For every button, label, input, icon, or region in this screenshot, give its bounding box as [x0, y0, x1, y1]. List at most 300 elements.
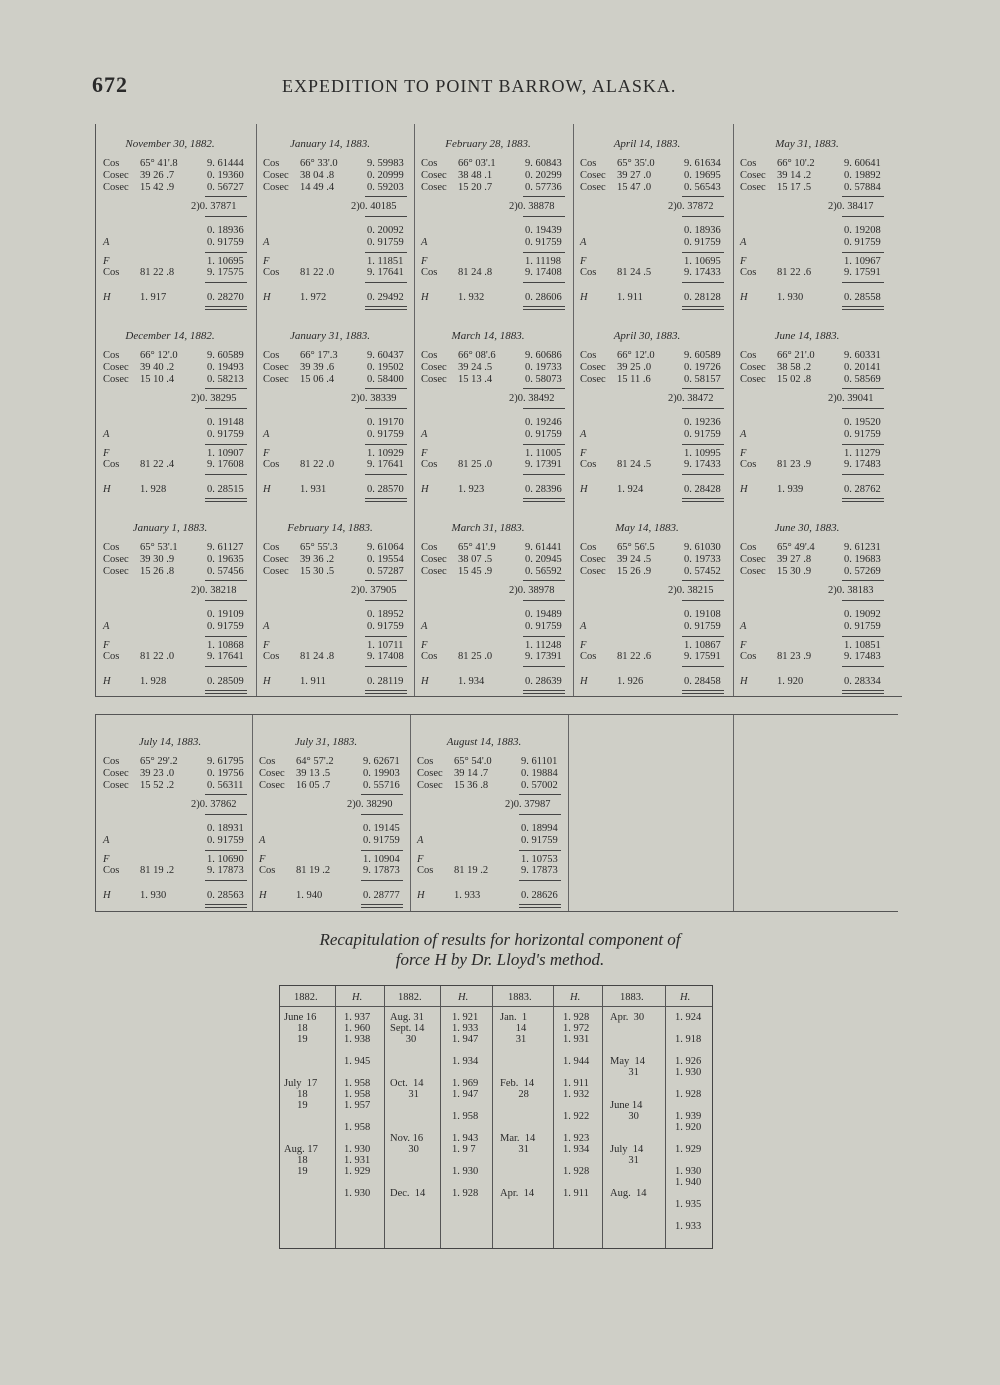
- half-value: 0. 19109: [207, 609, 244, 620]
- recap-dates-col-2: Aug. 31 Sept. 14 30 Oct. 14 31 Nov. 16 30 Dec. 14: [390, 1012, 426, 1199]
- half-value: 0. 18936: [207, 225, 244, 236]
- f-label: F: [263, 256, 270, 267]
- sum-rule: [365, 580, 407, 581]
- half-value: 0. 19208: [844, 225, 881, 236]
- h-label: H: [259, 890, 267, 901]
- block-date: January 14, 1883.: [289, 138, 371, 150]
- half-value: 0. 19439: [525, 225, 562, 236]
- h-label: H: [580, 292, 588, 303]
- cos-value: 9. 17433: [684, 267, 721, 278]
- a-value: 0. 91759: [684, 429, 721, 440]
- angle-value: 15 10 .4: [140, 374, 175, 385]
- computation-block: [413, 128, 573, 316]
- rule: [365, 474, 407, 475]
- h-result: 1. 940: [296, 890, 323, 901]
- a-value: 0. 91759: [367, 621, 404, 632]
- angle-value: 65° 55'.3: [300, 542, 338, 553]
- header-rule: [280, 1006, 712, 1007]
- half-sum-value: 2)0. 37905: [351, 585, 397, 596]
- function-label: Cosec: [580, 170, 606, 181]
- cos-value: 9. 17575: [207, 267, 244, 278]
- computation-block: [95, 128, 255, 316]
- angle-value: 39 36 .2: [300, 554, 335, 565]
- sum-rule: [205, 388, 247, 389]
- h-result: 1. 930: [140, 890, 167, 901]
- recap-header-year: 1882.: [398, 992, 422, 1003]
- f-value: 1. 10995: [684, 448, 721, 459]
- cos-angle: 81 19 .2: [296, 865, 331, 876]
- rule: [205, 408, 247, 409]
- log-value: 9. 61064: [367, 542, 404, 553]
- angle-value: 66° 08'.6: [458, 350, 496, 361]
- double-rule: [365, 690, 407, 694]
- rule: [682, 408, 724, 409]
- cos-value: 9. 17641: [207, 651, 244, 662]
- double-rule: [682, 306, 724, 310]
- function-label: Cos: [263, 158, 280, 169]
- h-log-value: 0. 28396: [525, 484, 562, 495]
- half-sum-value: 2)0. 37862: [191, 799, 237, 810]
- rule: [205, 666, 247, 667]
- double-rule: [842, 498, 884, 502]
- rule: [682, 600, 724, 601]
- angle-value: 66° 12'.0: [617, 350, 655, 361]
- f-value: 1. 10929: [367, 448, 404, 459]
- half-sum-value: 2)0. 38215: [668, 585, 714, 596]
- cos-angle: 81 22 .6: [777, 267, 812, 278]
- block-date: November 30, 1882.: [125, 138, 215, 150]
- recap-header-h: H.: [570, 992, 581, 1003]
- cos-label: Cos: [740, 267, 757, 278]
- a-value: 0. 91759: [367, 429, 404, 440]
- recap-header-h: H.: [352, 992, 363, 1003]
- angle-value: 64° 57'.2: [296, 756, 334, 767]
- log-value: 0. 56543: [684, 182, 721, 193]
- cos-label: Cos: [421, 267, 438, 278]
- half-sum-value: 2)0. 38978: [509, 585, 555, 596]
- h-label: H: [740, 484, 748, 495]
- h-label: H: [740, 676, 748, 687]
- rule: [523, 408, 565, 409]
- rule: [361, 850, 403, 851]
- angle-value: 38 04 .8: [300, 170, 335, 181]
- function-label: Cosec: [263, 170, 289, 181]
- angle-value: 14 49 .4: [300, 182, 335, 193]
- f-value: 1. 11248: [525, 640, 562, 651]
- log-value: 9. 61795: [207, 756, 244, 767]
- block-date: April 30, 1883.: [613, 330, 681, 342]
- angle-value: 39 14 .2: [777, 170, 812, 181]
- cos-angle: 81 22 .8: [140, 267, 175, 278]
- rule: [365, 636, 407, 637]
- rule: [205, 252, 247, 253]
- a-value: 0. 91759: [525, 429, 562, 440]
- h-log-value: 0. 28777: [363, 890, 400, 901]
- angle-value: 39 24 .5: [458, 362, 493, 373]
- computation-block: [732, 512, 892, 700]
- cos-label: Cos: [580, 651, 597, 662]
- h-result: 1. 928: [140, 484, 167, 495]
- angle-value: 38 48 .1: [458, 170, 493, 181]
- h-label: H: [421, 484, 429, 495]
- a-value: 0. 91759: [525, 237, 562, 248]
- a-label: A: [421, 621, 428, 632]
- function-label: Cosec: [580, 566, 606, 577]
- h-result: 1. 911: [300, 676, 326, 687]
- cos-label: Cos: [103, 865, 120, 876]
- cos-value: 9. 17391: [525, 651, 562, 662]
- rule: [523, 600, 565, 601]
- function-label: Cosec: [740, 362, 766, 373]
- function-label: Cosec: [421, 554, 447, 565]
- a-label: A: [580, 621, 587, 632]
- double-rule: [842, 306, 884, 310]
- angle-value: 15 30 .5: [300, 566, 335, 577]
- half-value: 0. 18994: [521, 823, 558, 834]
- a-value: 0. 91759: [684, 237, 721, 248]
- a-value: 0. 91759: [207, 237, 244, 248]
- angle-value: 39 13 .5: [296, 768, 331, 779]
- angle-value: 65° 53'.1: [140, 542, 178, 553]
- log-value: 0. 19756: [207, 768, 244, 779]
- computation-block: [572, 320, 732, 508]
- computation-block: [413, 320, 573, 508]
- half-sum-value: 2)0. 38295: [191, 393, 237, 404]
- function-label: Cosec: [580, 362, 606, 373]
- log-value: 0. 19554: [367, 554, 404, 565]
- block-date: July 14, 1883.: [138, 736, 202, 748]
- cos-angle: 81 23 .9: [777, 459, 812, 470]
- cos-label: Cos: [263, 459, 280, 470]
- h-log-value: 0. 28563: [207, 890, 244, 901]
- h-log-value: 0. 28128: [684, 292, 721, 303]
- angle-value: 66° 33'.0: [300, 158, 338, 169]
- half-value: 0. 18931: [207, 823, 244, 834]
- angle-value: 65° 56'.5: [617, 542, 655, 553]
- half-sum-value: 2)0. 37987: [505, 799, 551, 810]
- log-value: 0. 19892: [844, 170, 881, 181]
- rule: [523, 474, 565, 475]
- h-log-value: 0. 28334: [844, 676, 881, 687]
- log-value: 0. 55716: [363, 780, 400, 791]
- f-value: 1. 11198: [525, 256, 561, 267]
- cos-angle: 81 24 .5: [617, 267, 652, 278]
- log-value: 0. 57452: [684, 566, 721, 577]
- cos-value: 9. 17873: [521, 865, 558, 876]
- function-label: Cosec: [421, 374, 447, 385]
- a-label: A: [580, 237, 587, 248]
- rule: [842, 666, 884, 667]
- block-date: August 14, 1883.: [446, 736, 522, 748]
- cos-value: 9. 17483: [844, 459, 881, 470]
- half-value: 0. 19236: [684, 417, 721, 428]
- log-value: 9. 60589: [207, 350, 244, 361]
- function-label: Cos: [103, 350, 120, 361]
- function-label: Cosec: [421, 170, 447, 181]
- rule: [842, 474, 884, 475]
- f-value: 1. 10690: [207, 854, 244, 865]
- sum-rule: [365, 196, 407, 197]
- sum-rule: [682, 388, 724, 389]
- rule: [365, 408, 407, 409]
- a-value: 0. 91759: [844, 621, 881, 632]
- a-label: A: [417, 835, 424, 846]
- angle-value: 39 25 .0: [617, 362, 652, 373]
- function-label: Cosec: [740, 182, 766, 193]
- cos-value: 9. 17591: [684, 651, 721, 662]
- f-label: F: [580, 448, 587, 459]
- sum-rule: [523, 580, 565, 581]
- recap-table: [279, 985, 713, 1249]
- computation-block: [95, 512, 255, 700]
- rule: [365, 666, 407, 667]
- function-label: Cosec: [263, 182, 289, 193]
- double-rule: [842, 690, 884, 694]
- sum-rule: [842, 388, 884, 389]
- f-value: 1. 10868: [207, 640, 244, 651]
- f-label: F: [263, 448, 270, 459]
- rule: [682, 474, 724, 475]
- column-rule: [440, 986, 441, 1248]
- rule: [523, 252, 565, 253]
- half-sum-value: 2)0. 38183: [828, 585, 874, 596]
- cos-angle: 81 22 .0: [300, 267, 335, 278]
- angle-value: 39 14 .7: [454, 768, 489, 779]
- function-label: Cosec: [103, 554, 129, 565]
- block-date: May 14, 1883.: [615, 522, 679, 534]
- cos-angle: 81 24 .8: [300, 651, 335, 662]
- cos-label: Cos: [417, 865, 434, 876]
- double-rule: [519, 904, 561, 908]
- a-label: A: [740, 237, 747, 248]
- f-label: F: [103, 448, 110, 459]
- log-value: 9. 61444: [207, 158, 244, 169]
- h-result: 1. 911: [617, 292, 643, 303]
- angle-value: 15 30 .9: [777, 566, 812, 577]
- half-value: 0. 18936: [684, 225, 721, 236]
- a-label: A: [740, 429, 747, 440]
- log-value: 0. 20945: [525, 554, 562, 565]
- half-sum-value: 2)0. 37871: [191, 201, 237, 212]
- f-label: F: [417, 854, 424, 865]
- h-result: 1. 933: [454, 890, 481, 901]
- f-value: 1. 10695: [207, 256, 244, 267]
- log-value: 0. 57456: [207, 566, 244, 577]
- double-rule: [523, 306, 565, 310]
- double-rule: [523, 690, 565, 694]
- column-rule: [665, 986, 666, 1248]
- rule: [842, 408, 884, 409]
- cos-angle: 81 25 .0: [458, 459, 493, 470]
- function-label: Cosec: [263, 554, 289, 565]
- h-log-value: 0. 28762: [844, 484, 881, 495]
- half-value: 0. 19489: [525, 609, 562, 620]
- rule: [365, 252, 407, 253]
- h-log-value: 0. 28626: [521, 890, 558, 901]
- f-label: F: [580, 256, 587, 267]
- recap-title-line-2: force H by Dr. Lloyd's method.: [395, 950, 605, 969]
- log-value: 9. 60686: [525, 350, 562, 361]
- double-rule: [205, 306, 247, 310]
- log-value: 0. 56727: [207, 182, 244, 193]
- rule: [682, 252, 724, 253]
- h-log-value: 0. 29492: [367, 292, 404, 303]
- cos-value: 9. 17641: [367, 267, 404, 278]
- angle-value: 15 11 .6: [617, 374, 651, 385]
- h-label: H: [263, 484, 271, 495]
- log-value: 9. 61441: [525, 542, 562, 553]
- function-label: Cosec: [740, 566, 766, 577]
- cos-angle: 81 22 .4: [140, 459, 175, 470]
- recap-title: [200, 930, 800, 970]
- angle-value: 65° 54'.0: [454, 756, 492, 767]
- recap-header-year: 1882.: [294, 992, 318, 1003]
- angle-value: 39 39 .6: [300, 362, 335, 373]
- function-label: Cosec: [103, 170, 129, 181]
- cos-value: 9. 17608: [207, 459, 244, 470]
- h-log-value: 0. 28570: [367, 484, 404, 495]
- log-value: 0. 56592: [525, 566, 562, 577]
- function-label: Cosec: [259, 768, 285, 779]
- rule: [682, 282, 724, 283]
- angle-value: 15 20 .7: [458, 182, 493, 193]
- rule: [519, 814, 561, 815]
- a-value: 0. 91759: [367, 237, 404, 248]
- f-value: 1. 10753: [521, 854, 558, 865]
- angle-value: 65° 41'.8: [140, 158, 178, 169]
- a-value: 0. 91759: [363, 835, 400, 846]
- page-number: 672: [92, 72, 128, 97]
- rule: [523, 444, 565, 445]
- f-value: 1. 10904: [363, 854, 400, 865]
- rule: [842, 444, 884, 445]
- angle-value: 66° 10'.2: [777, 158, 815, 169]
- block-date: December 14, 1882.: [125, 330, 215, 342]
- half-sum-value: 2)0. 38290: [347, 799, 393, 810]
- f-value: 1. 10711: [367, 640, 404, 651]
- log-value: 0. 57736: [525, 182, 562, 193]
- a-value: 0. 91759: [844, 429, 881, 440]
- h-label: H: [263, 676, 271, 687]
- cos-label: Cos: [259, 865, 276, 876]
- h-log-value: 0. 28270: [207, 292, 244, 303]
- f-value: 1. 10907: [207, 448, 244, 459]
- function-label: Cosec: [421, 182, 447, 193]
- cos-label: Cos: [740, 651, 757, 662]
- cos-value: 9. 17433: [684, 459, 721, 470]
- function-label: Cosec: [421, 362, 447, 373]
- angle-value: 15 42 .9: [140, 182, 175, 193]
- f-label: F: [740, 640, 747, 651]
- log-value: 0. 58213: [207, 374, 244, 385]
- cos-angle: 81 22 .0: [140, 651, 175, 662]
- cos-angle: 81 25 .0: [458, 651, 493, 662]
- rule: [205, 850, 247, 851]
- a-label: A: [103, 835, 110, 846]
- f-label: F: [263, 640, 270, 651]
- half-value: 0. 19170: [367, 417, 404, 428]
- angle-value: 65° 41'.9: [458, 542, 496, 553]
- h-label: H: [421, 292, 429, 303]
- log-value: 0. 19733: [525, 362, 562, 373]
- function-label: Cos: [103, 542, 120, 553]
- sum-rule: [361, 794, 403, 795]
- computation-block: [255, 320, 415, 508]
- half-sum-value: 2)0. 40185: [351, 201, 397, 212]
- cos-value: 9. 17483: [844, 651, 881, 662]
- sum-rule: [842, 580, 884, 581]
- h-result: 1. 932: [458, 292, 485, 303]
- cos-label: Cos: [580, 267, 597, 278]
- recap-header-year: 1883.: [508, 992, 532, 1003]
- f-value: 1. 10851: [844, 640, 881, 651]
- rule: [205, 636, 247, 637]
- double-rule: [682, 498, 724, 502]
- column-rule: [492, 986, 493, 1248]
- rule: [842, 216, 884, 217]
- block-date: January 31, 1883.: [289, 330, 371, 342]
- a-value: 0. 91759: [207, 621, 244, 632]
- angle-value: 39 23 .0: [140, 768, 175, 779]
- cos-value: 9. 17873: [363, 865, 400, 876]
- f-label: F: [421, 640, 428, 651]
- angle-value: 66° 21'.0: [777, 350, 815, 361]
- log-value: 0. 57884: [844, 182, 881, 193]
- f-label: F: [740, 256, 747, 267]
- block-date: June 14, 1883.: [774, 330, 840, 342]
- angle-value: 39 27 .8: [777, 554, 812, 565]
- sum-rule: [365, 388, 407, 389]
- f-value: 1. 11279: [844, 448, 881, 459]
- double-rule: [205, 690, 247, 694]
- h-result: 1. 920: [777, 676, 804, 687]
- rule: [519, 880, 561, 881]
- f-label: F: [421, 256, 428, 267]
- log-value: 0. 19726: [684, 362, 721, 373]
- computation-block: [95, 320, 255, 508]
- log-value: 9. 60641: [844, 158, 881, 169]
- computation-block: [95, 726, 255, 914]
- rule: [682, 636, 724, 637]
- function-label: Cosec: [103, 768, 129, 779]
- angle-value: 15 26 .8: [140, 566, 175, 577]
- h-log-value: 0. 28119: [367, 676, 404, 687]
- half-sum-value: 2)0. 38878: [509, 201, 555, 212]
- log-value: 0. 57269: [844, 566, 881, 577]
- h-label: H: [580, 676, 588, 687]
- function-label: Cosec: [580, 182, 606, 193]
- log-value: 0. 19635: [207, 554, 244, 565]
- log-value: 9. 61101: [521, 756, 558, 767]
- half-sum-value: 2)0. 38472: [668, 393, 714, 404]
- sum-rule: [682, 196, 724, 197]
- log-value: 9. 61231: [844, 542, 881, 553]
- double-rule: [205, 904, 247, 908]
- cos-label: Cos: [263, 651, 280, 662]
- rule: [682, 444, 724, 445]
- computation-block: [572, 128, 732, 316]
- block-date: February 28, 1883.: [445, 138, 531, 150]
- function-label: Cos: [580, 542, 597, 553]
- function-label: Cosec: [580, 554, 606, 565]
- recap-header-h: H.: [680, 992, 691, 1003]
- recap-values-col-3: 1. 928 1. 972 1. 931 1. 944 1. 911 1. 932 1. 922 1. 923 1. 934 1. 928 1. 911: [563, 1012, 590, 1199]
- a-label: A: [740, 621, 747, 632]
- h-log-value: 0. 28606: [525, 292, 562, 303]
- angle-value: 38 58 .2: [777, 362, 812, 373]
- function-label: Cos: [259, 756, 276, 767]
- half-value: 0. 19145: [363, 823, 400, 834]
